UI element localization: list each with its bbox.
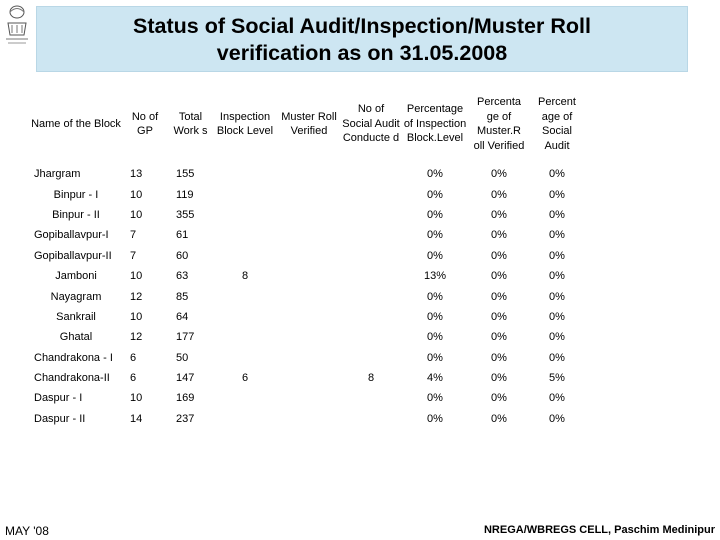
cell-gp: 7	[130, 249, 137, 262]
cell-pct-insp: 0%	[427, 351, 443, 364]
cell-social	[341, 266, 401, 286]
cell-social	[341, 307, 401, 327]
cell-block: Gopiballavpur-II	[34, 249, 112, 262]
cell-works: 85	[176, 290, 189, 303]
cell-muster	[277, 327, 341, 347]
cell-pct-muster: 0%	[491, 229, 507, 242]
header-pct-muster: Percenta ge of Muster.R oll Verified	[473, 96, 525, 152]
cell-works: 169	[176, 392, 195, 405]
cell-works: 63	[176, 270, 189, 283]
cell-pct-muster: 0%	[491, 310, 507, 323]
header-works: Total Work s	[173, 110, 208, 137]
cell-pct-insp: 0%	[427, 188, 443, 201]
cell-pct-muster: 0%	[491, 351, 507, 364]
cell-gp: 6	[130, 351, 137, 364]
cell-social	[341, 388, 401, 408]
table-row	[30, 286, 585, 306]
header-social-audit: No of Social Audit Conducte d	[342, 103, 400, 145]
cell-inspection	[213, 327, 277, 347]
cell-gp: 10	[130, 310, 143, 323]
table-body	[30, 164, 585, 429]
cell-muster	[277, 409, 341, 429]
cell-pct-social: 0%	[549, 351, 565, 364]
cell-muster	[277, 307, 341, 327]
cell-pct-muster: 0%	[491, 188, 507, 201]
table-row	[30, 388, 585, 408]
cell-pct-muster: 0%	[491, 249, 507, 262]
cell-block: Chandrakona - I	[34, 351, 113, 364]
cell-block: Nayagram	[50, 290, 102, 303]
cell-pct-social: 0%	[549, 229, 565, 242]
cell-inspection: 6	[241, 372, 249, 385]
cell-muster	[277, 225, 341, 245]
cell-block: Daspur - I	[34, 392, 83, 405]
cell-gp: 10	[130, 270, 143, 283]
table-row	[30, 164, 585, 184]
cell-pct-insp: 0%	[427, 208, 443, 221]
cell-works: 355	[176, 208, 195, 221]
cell-pct-social: 0%	[549, 168, 565, 181]
cell-pct-social: 0%	[549, 392, 565, 405]
cell-block: Jamboni	[55, 270, 97, 283]
cell-gp: 7	[130, 229, 137, 242]
cell-works: 119	[176, 188, 194, 201]
cell-inspection	[213, 246, 277, 266]
cell-social	[341, 409, 401, 429]
cell-gp: 10	[130, 392, 143, 405]
cell-pct-social: 5%	[549, 372, 565, 385]
cell-pct-social: 0%	[549, 331, 565, 344]
header-gp: No of GP	[131, 110, 159, 137]
cell-muster	[277, 266, 341, 286]
cell-pct-insp: 0%	[427, 168, 443, 181]
table-row	[30, 225, 585, 245]
header-inspection: Inspection Block Level	[216, 110, 274, 137]
cell-inspection	[213, 225, 277, 245]
cell-pct-insp: 0%	[427, 249, 443, 262]
cell-block: Ghatal	[59, 331, 93, 344]
cell-muster	[277, 388, 341, 408]
cell-works: 61	[176, 229, 189, 242]
cell-works: 147	[176, 372, 195, 385]
header-block: Name of the Block	[31, 117, 121, 130]
cell-pct-insp: 4%	[427, 372, 443, 385]
table-row	[30, 266, 585, 286]
footer-date: MAY '08	[5, 524, 49, 538]
cell-pct-muster: 0%	[491, 412, 507, 425]
cell-social	[341, 286, 401, 306]
cell-inspection	[213, 388, 277, 408]
cell-muster	[277, 164, 341, 184]
cell-pct-social: 0%	[549, 310, 565, 323]
cell-inspection	[213, 164, 277, 184]
cell-works: 177	[176, 331, 195, 344]
cell-pct-social: 0%	[549, 412, 565, 425]
cell-muster	[277, 348, 341, 368]
cell-pct-insp: 0%	[427, 310, 443, 323]
cell-block: Gopiballavpur-I	[34, 229, 109, 242]
cell-muster	[277, 246, 341, 266]
cell-pct-muster: 0%	[491, 392, 507, 405]
cell-pct-muster: 0%	[491, 331, 507, 344]
cell-pct-muster: 0%	[491, 208, 507, 221]
table-row	[30, 368, 585, 388]
header-pct-social: Percent age of Social Audit	[538, 96, 576, 152]
cell-pct-insp: 0%	[427, 392, 443, 405]
cell-muster	[277, 368, 341, 388]
table-row	[30, 348, 585, 368]
cell-inspection	[213, 307, 277, 327]
table-row	[30, 205, 585, 225]
cell-social	[341, 205, 401, 225]
page-title: Status of Social Audit/Inspection/Muster Roll verification as on 31.05.2008	[133, 14, 591, 65]
cell-block: Binpur - I	[53, 188, 99, 201]
cell-inspection	[213, 348, 277, 368]
table-row	[30, 246, 585, 266]
cell-pct-social: 0%	[549, 290, 565, 303]
cell-pct-insp: 0%	[427, 331, 443, 344]
cell-block: Daspur - II	[34, 412, 86, 425]
cell-pct-insp: 0%	[427, 412, 443, 425]
cell-pct-muster: 0%	[491, 290, 507, 303]
cell-muster	[277, 286, 341, 306]
cell-social	[341, 348, 401, 368]
cell-pct-social: 0%	[549, 249, 565, 262]
cell-pct-insp: 0%	[427, 290, 443, 303]
header-pct-inspection: Percentage of Inspection Block.Level	[403, 103, 467, 145]
cell-pct-muster: 0%	[491, 168, 507, 181]
cell-gp: 12	[130, 290, 143, 303]
cell-works: 64	[176, 310, 189, 323]
cell-pct-social: 0%	[549, 208, 565, 221]
cell-social: 8	[367, 372, 375, 385]
cell-inspection: 8	[241, 270, 249, 283]
cell-works: 50	[176, 351, 189, 364]
emblem-icon	[2, 3, 32, 47]
cell-pct-social: 0%	[549, 188, 565, 201]
table-row	[30, 307, 585, 327]
cell-gp: 12	[130, 331, 143, 344]
cell-social	[341, 327, 401, 347]
cell-gp: 6	[130, 372, 137, 385]
status-table	[30, 84, 585, 429]
cell-inspection	[213, 205, 277, 225]
table-row	[30, 184, 585, 204]
cell-works: 155	[176, 168, 195, 181]
cell-block: Binpur - II	[52, 208, 100, 221]
cell-pct-insp: 0%	[427, 229, 443, 242]
cell-social	[341, 184, 401, 204]
title-banner	[36, 6, 688, 72]
footer-org: NREGA/WBREGS CELL, Paschim Medinipur	[483, 524, 715, 536]
table-row	[30, 409, 585, 429]
table-row	[30, 327, 585, 347]
cell-block: Jhargram	[34, 168, 81, 181]
cell-pct-muster: 0%	[491, 270, 507, 283]
cell-inspection	[213, 409, 277, 429]
cell-social	[341, 225, 401, 245]
cell-block: Sankrail	[56, 310, 96, 323]
cell-works: 237	[176, 412, 195, 425]
cell-muster	[277, 184, 341, 204]
cell-gp: 14	[130, 412, 143, 425]
table-header-row	[30, 84, 585, 164]
cell-gp: 13	[130, 168, 143, 181]
cell-pct-social: 0%	[549, 270, 565, 283]
cell-gp: 10	[130, 208, 143, 221]
cell-social	[341, 164, 401, 184]
cell-pct-insp: 13%	[423, 270, 447, 283]
cell-inspection	[213, 286, 277, 306]
cell-social	[341, 246, 401, 266]
cell-gp: 10	[130, 188, 143, 201]
cell-block: Chandrakona-II	[34, 372, 110, 385]
cell-works: 60	[176, 249, 189, 262]
cell-inspection	[213, 184, 277, 204]
cell-muster	[277, 205, 341, 225]
header-muster: Muster Roll Verified	[281, 110, 337, 137]
cell-pct-muster: 0%	[491, 372, 507, 385]
